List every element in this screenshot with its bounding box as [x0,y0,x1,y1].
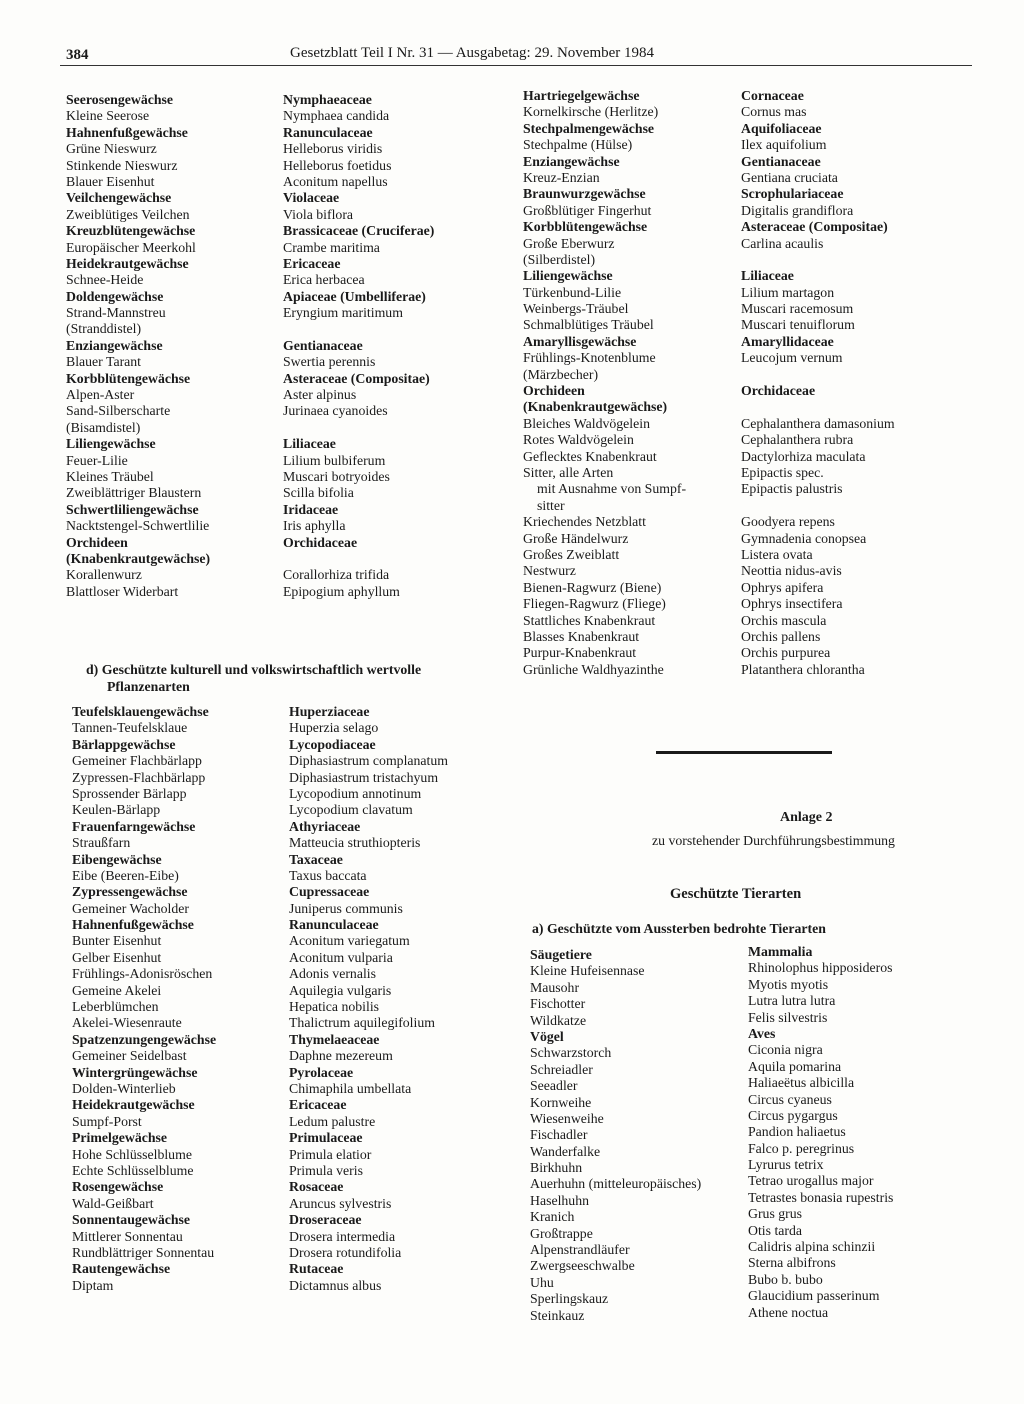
list-item: Aconitum napellus [283,173,388,189]
list-item: Tetrao urogallus major [748,1173,874,1189]
list-item: Nestwurz [523,563,576,579]
list-item: Dactylorhiza maculata [741,448,866,464]
list-item: Rhinolophus hipposideros [748,960,893,976]
section-d-label-continued: Pflanzenarten [107,679,190,694]
group-heading: Enziangewächse [66,337,163,353]
group-heading: Braunwurzgewächse [523,186,646,202]
page-number: 384 [66,47,89,63]
list-item: Frühlings-Adonisröschen [72,966,213,982]
group-heading: Rosaceae [289,1179,344,1195]
list-item: Tetrastes bonasia rupestris [748,1189,894,1205]
list-item: Geflecktes Knabenkraut [523,448,657,464]
list-item: Scilla bifolia [283,485,354,501]
list-item: Fliegen-Ragwurz (Fliege) [523,596,666,612]
list-item: Epipactis spec. [741,464,824,480]
list-item: Myotis myotis [748,976,829,992]
group-heading: Huperziaceae [289,704,370,719]
list-item: Drosera intermedia [289,1228,396,1244]
list-item: Nymphaea candida [283,108,390,124]
list-item: Sterna albifrons [748,1255,836,1271]
list-item: Calidris alpina schinzii [748,1239,876,1255]
list-item: Großes Zweiblatt [523,546,620,562]
list-item: Wildkatze [530,1012,587,1028]
list-item: Jurinaea cyanoides [283,403,388,419]
list-item: Haliaeëtus albicilla [748,1075,855,1091]
group-heading: Lycopodiaceae [289,736,376,752]
list-item: Gentiana cruciata [741,169,838,185]
group-heading: Rosengewächse [72,1179,164,1195]
list-item: Bleiches Waldvögelein [523,415,650,431]
list-item: Zypressen-Flachbärlapp [72,769,206,785]
list-item: Kornweihe [530,1094,592,1110]
list-item: Daphne mezereum [289,1048,393,1064]
list-item: Matteucia struthiopteris [289,835,421,851]
list-item: (Stranddistel) [66,321,142,337]
list-item: Stinkende Nieswurz [66,157,178,173]
group-heading: Zypressengewächse [72,884,188,900]
list-item: Epipogium aphyllum [283,583,400,599]
list-item: Steinkauz [530,1307,585,1323]
list-item: Lilium martagon [741,284,835,300]
list-item: Leucojum vernum [741,350,843,366]
list-item: Große Eberwurz [523,235,615,251]
group-heading: Cupressaceae [289,884,370,900]
list-item: Blattloser Widerbart [66,583,179,599]
list-item: Grüne Nieswurz [66,141,157,157]
group-heading: Athyriaceae [289,818,361,834]
list-item: Rundblättriger Sonnentau [72,1244,215,1260]
list-item: Huperzia selago [289,720,379,736]
list-item: Kleines Träubel [66,468,154,484]
column-3-german-plants [523,88,686,678]
spacer [741,399,895,415]
list-item: Adonis vernalis [289,966,376,982]
group-heading: Apiaceae (Umbelliferae) [283,288,426,304]
list-item: Zwergseeschwalbe [530,1258,635,1274]
list-item: Muscari botryoides [283,468,390,484]
spacer [283,420,434,436]
list-item: Goodyera repens [741,514,835,530]
group-heading: Gentianaceae [283,337,363,353]
list-item: Aquilegia vulgaris [289,982,392,998]
list-item: Korallenwurz [66,567,142,583]
list-item: Orchis mascula [741,612,827,628]
list-item: Grünliche Waldhyazinthe [523,661,664,677]
group-heading: Korbblütengewächse [66,370,191,386]
list-item: Ledum palustre [289,1113,376,1129]
section-divider [656,751,832,754]
list-item: Hohe Schlüsselblume [72,1146,192,1162]
list-item: Kleine Seerose [66,108,150,124]
group-heading: Korbblütengewächse [523,219,648,235]
list-item: Bubo b. bubo [748,1271,823,1287]
list-item: Fischotter [530,996,586,1012]
list-item: Kreuz-Enzian [523,169,600,185]
group-heading: Primulaceae [289,1130,363,1146]
group-heading: Ranunculaceae [289,917,379,933]
group-heading: Veilchengewächse [66,190,172,206]
list-item: Ciconia nigra [748,1042,823,1058]
list-item: Blauer Tarant [66,354,142,370]
list-item: Uhu [530,1274,554,1290]
group-heading: Violaceae [283,190,340,206]
group-heading: Rautengewächse [72,1261,171,1277]
list-item: Ophrys insectifera [741,596,843,612]
list-item: Dolden-Winterlieb [72,1080,176,1096]
spacer [283,321,434,337]
group-heading: Ericaceae [283,255,341,271]
group-heading: Hahnenfußgewächse [66,124,188,140]
section-d-heading [86,661,516,695]
column-5-german-plants [72,704,216,1294]
list-item: Große Händelwurz [523,530,629,546]
group-heading: Heidekrautgewächse [66,255,189,271]
list-item: Epipactis palustris [741,481,843,497]
list-item: Feuer-Lilie [66,452,128,468]
list-item: Strand-Mannstreu [66,305,166,321]
column-6-latin-plants [289,704,448,1294]
spacer [283,551,434,567]
group-heading: Stechpalmengewächse [523,120,655,136]
group-heading: Amaryllidaceae [741,333,834,349]
group-heading: Liliengewächse [523,268,613,284]
list-item: Circus cyaneus [748,1091,832,1107]
list-item: Taxus baccata [289,867,367,883]
list-item: Gymnadenia conopsea [741,530,867,546]
list-item: Sumpf-Porst [72,1113,142,1129]
list-item: Frühlings-Knotenblume [523,350,656,366]
list-item: Aster alpinus [283,387,357,403]
list-item: Birkhuhn [530,1160,583,1176]
column-8-latin-animals [748,944,893,1321]
list-item: Stattliches Knabenkraut [523,612,656,628]
group-heading: Bärlappgewächse [72,736,176,752]
list-item: Europäischer Meerkohl [66,239,196,255]
list-item: Leberblümchen [72,999,159,1015]
list-item: Schnee-Heide [66,272,144,288]
list-item: Aconitum variegatum [289,933,410,949]
anlage-title: Anlage 2 [780,810,833,825]
list-item: Eibe (Beeren-Eibe) [72,867,179,883]
group-heading: Aquifoliaceae [741,120,822,136]
list-item: Lycopodium annotinum [289,785,422,801]
group-heading: Liliengewächse [66,436,156,452]
list-item: Gelber Eisenhut [72,949,162,965]
group-heading: Asteraceae (Compositae) [741,219,888,235]
list-item: Primula elatior [289,1146,372,1162]
anlage-subtitle: zu vorstehender Durchführungsbestimmung [652,833,895,848]
group-heading: Nymphaeaceae [283,92,372,107]
list-item: Diphasiastrum complanatum [289,753,449,769]
list-item: Carlina acaulis [741,235,824,251]
list-item: Schmalblütiges Träubel [523,317,654,333]
list-item: Sperlingskauz [530,1291,609,1307]
list-item: Gemeiner Wacholder [72,900,190,916]
group-heading: Rutaceae [289,1261,344,1277]
list-item: (Silberdistel) [523,251,596,267]
group-heading: Seerosengewächse [66,92,174,107]
list-item: Straußfarn [72,835,131,851]
list-item: Sprossender Bärlapp [72,785,187,801]
group-heading: Kreuzblütengewächse [66,223,196,239]
list-item: Cephalanthera damasonium [741,415,895,431]
list-item: Gemeiner Seidelbast [72,1048,187,1064]
group-heading: (Knabenkrautgewächse) [523,399,668,415]
list-item: Digitalis grandiflora [741,202,854,218]
list-item: Drosera rotundifolia [289,1244,402,1260]
group-heading: Thymelaeaceae [289,1031,380,1047]
group-heading: Mammalia [748,944,813,959]
list-item: Türkenbund-Lilie [523,284,622,300]
group-heading: Scrophulariaceae [741,186,844,202]
list-item: Großblütiger Fingerhut [523,202,652,218]
list-item: Crambe maritima [283,239,380,255]
group-heading: Iridaceae [283,501,339,517]
list-item: Platanthera chlorantha [741,661,865,677]
column-4-latin-plants [741,88,895,678]
group-heading: Pyrolaceae [289,1064,354,1080]
list-item: Cephalanthera rubra [741,432,854,448]
list-item: Dictamnus albus [289,1277,382,1293]
list-item: Iris aphylla [283,518,346,534]
group-heading: Teufelsklauengewächse [72,704,209,719]
list-item: Purpur-Knabenkraut [523,645,637,661]
list-item: Gemeine Akelei [72,982,162,998]
group-heading: Ericaceae [289,1097,347,1113]
list-item: Neottia nidus-avis [741,563,842,579]
list-item: Corallorhiza trifida [283,567,390,583]
list-item: (Märzbecher) [523,366,599,382]
list-item: Glaucidium passerinum [748,1288,880,1304]
spacer [741,252,895,268]
group-heading: Amaryllisgewächse [523,333,637,349]
list-item: Aquila pomarina [748,1058,842,1074]
list-item: Falco p. peregrinus [748,1140,855,1156]
list-item: Otis tarda [748,1222,803,1238]
group-heading: Liliaceae [741,268,794,284]
list-item: Listera ovata [741,546,813,562]
list-item: Lutra lutra lutra [748,993,836,1009]
list-item: Lilium bulbiferum [283,452,386,468]
column-1-german-plants [66,92,210,600]
list-item: Stechpalme (Hülse) [523,137,633,153]
list-item: Wiesenweihe [530,1110,604,1126]
group-heading: Wintergrüngewächse [72,1064,198,1080]
list-item: Sitter, alle Arten [523,464,614,480]
group-heading: Schwertliliengewächse [66,501,199,517]
column-2-latin-plants [283,92,434,600]
list-item: Weinbergs-Träubel [523,301,629,317]
list-item: (Bisamdistel) [66,419,141,435]
group-heading: Aves [748,1025,776,1041]
list-item: Bienen-Ragwurz (Biene) [523,579,662,595]
list-item: Mausohr [530,979,580,995]
list-item: Aconitum vulparia [289,949,393,965]
list-item: Juniperus communis [289,900,403,916]
group-heading: Hahnenfußgewächse [72,917,194,933]
list-item: Nacktstengel-Schwertlilie [66,518,210,534]
list-item: Cornus mas [741,104,807,120]
list-item: Seeadler [530,1078,578,1094]
list-item: Bunter Eisenhut [72,933,162,949]
list-item: Felis silvestris [748,1009,828,1025]
list-item: Ilex aquifolium [741,137,827,153]
group-heading: Orchidaceae [741,383,816,399]
list-item: Aruncus sylvestris [289,1195,392,1211]
list-item: Muscari racemosum [741,301,854,317]
list-item: mit Ausnahme von Sumpf- [537,481,687,497]
list-item: Orchis pallens [741,628,821,644]
group-heading: Doldengewächse [66,288,164,304]
group-heading: Frauenfarngewächse [72,818,196,834]
list-item: Lyrurus tetrix [748,1157,824,1173]
list-item: Auerhuhn (mitteleuropäisches) [530,1176,702,1192]
group-heading: Eibengewächse [72,851,162,867]
list-item: Grus grus [748,1206,803,1222]
list-item: Hepatica nobilis [289,999,380,1015]
group-heading: Droseraceae [289,1212,362,1228]
list-item: Zweiblättriger Blaustern [66,485,202,501]
list-item: Kleine Hufeisennase [530,963,645,979]
list-item: Helleborus foetidus [283,157,392,173]
group-heading: Gentianaceae [741,153,821,169]
list-item: Kornelkirsche (Herlitze) [523,104,659,120]
list-item: Diptam [72,1277,114,1293]
group-heading: Säugetiere [530,947,592,962]
list-item: Circus pygargus [748,1107,838,1123]
group-heading: Asteraceae (Compositae) [283,370,430,386]
group-heading: Ranunculaceae [283,124,373,140]
list-item: sitter [537,497,565,513]
page-header: Gesetzblatt Teil I Nr. 31 — Ausgabetag: 29. November 1984 [290,45,655,61]
group-heading: Spatzenzungengewächse [72,1031,217,1047]
spacer [741,367,895,383]
list-item: Tannen-Teufelsklaue [72,720,188,736]
list-item: Großtrappe [530,1225,593,1241]
header-rule [60,65,972,66]
list-item: Blasses Knabenkraut [523,628,640,644]
list-item: Alpenstrandläufer [530,1242,630,1258]
section-a-heading: a) Geschützte vom Aussterben bedrohte Tierarten [532,921,826,936]
list-item: Haselhuhn [530,1192,590,1208]
list-item: Sand-Silberscharte [66,403,171,419]
group-heading: Hartriegelgewächse [523,88,640,103]
list-item: Thalictrum aquilegifolium [289,1015,435,1031]
group-heading: Primelgewächse [72,1130,168,1146]
list-item: Gemeiner Flachbärlapp [72,753,202,769]
group-heading: Heidekrautgewächse [72,1097,195,1113]
list-item: Chimaphila umbellata [289,1080,412,1096]
spacer [741,498,895,514]
list-item: Mittlerer Sonnentau [72,1228,183,1244]
list-item: Diphasiastrum tristachyum [289,769,439,785]
list-item: Fischadler [530,1127,588,1143]
list-item: Wald-Geißbart [72,1195,154,1211]
list-item: Primula veris [289,1162,363,1178]
list-item: Zweiblütiges Veilchen [66,206,190,222]
list-item: Schwarzstorch [530,1045,612,1061]
list-item: Lycopodium clavatum [289,802,413,818]
list-item: Wanderfalke [530,1143,601,1159]
list-item: Keulen-Bärlapp [72,802,161,818]
list-item: Akelei-Wiesenraute [72,1015,182,1031]
list-item: Kranich [530,1209,575,1225]
group-heading: Taxaceae [289,851,343,867]
list-item: Eryngium maritimum [283,305,403,321]
list-item: Kriechendes Netzblatt [523,514,646,530]
list-item: Helleborus viridis [283,141,383,157]
group-heading: Orchideen [523,383,585,399]
section-d-label: d) Geschützte kulturell und volkswirtschaftlich wertvolle [86,662,422,677]
list-item: Ophrys apifera [741,579,824,595]
list-item: Swertia perennis [283,354,376,370]
list-item: Blauer Eisenhut [66,173,155,189]
group-heading: Vögel [530,1028,564,1044]
list-item: Viola biflora [283,206,354,222]
group-heading: (Knabenkrautgewächse) [66,550,211,566]
group-heading: Cornaceae [741,88,804,103]
group-heading: Enziangewächse [523,153,620,169]
column-7-german-animals [530,947,701,1324]
list-item: Alpen-Aster [66,387,135,403]
list-item: Echte Schlüsselblume [72,1162,194,1178]
list-item: Erica herbacea [283,272,365,288]
list-item: Pandion haliaetus [748,1124,846,1140]
group-heading: Orchideen [66,534,128,550]
list-item: Muscari tenuiflorum [741,317,855,333]
list-item: Rotes Waldvögelein [523,432,634,448]
group-heading: Liliaceae [283,436,336,452]
list-item: Athene noctua [748,1304,829,1320]
group-heading: Sonnentaugewächse [72,1212,191,1228]
group-heading: Brassicaceae (Cruciferae) [283,223,435,239]
list-item: Schreiadler [530,1061,593,1077]
list-item: Orchis purpurea [741,645,831,661]
animals-heading: Geschützte Tierarten [670,886,802,902]
group-heading: Orchidaceae [283,534,358,550]
